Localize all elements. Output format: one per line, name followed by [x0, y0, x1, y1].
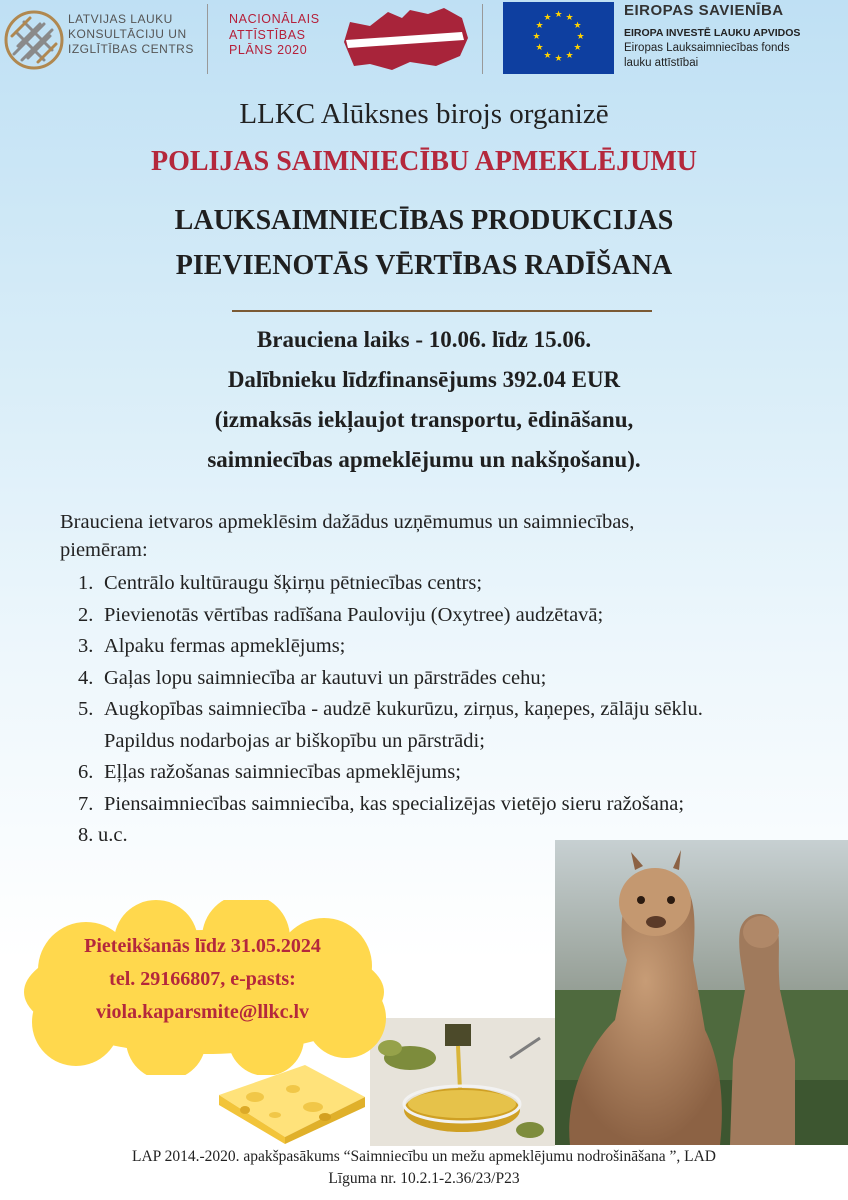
signup-info [40, 930, 365, 1029]
svg-text:★: ★ [535, 21, 544, 31]
latvia-map-icon [340, 4, 470, 74]
svg-text:★: ★ [543, 51, 552, 61]
signup-email: viola.kaparsmite@llkc.lv [95, 1001, 310, 1023]
svg-text:★: ★ [565, 13, 574, 23]
svg-text:★: ★ [554, 10, 563, 20]
list-item: 7. Piensaimniecības saimniecība, kas specializējas vietējo sieru ražošana; [78, 792, 685, 815]
llkc-name: LATVIJAS LAUKU KONSULTĀCIJU UN IZGLĪTĪBAS CENTRS [68, 12, 194, 56]
list-item: 6. Eļļas ražošanas saimniecības apmeklējums; [78, 761, 461, 783]
trip-dates: Brauciena laiks - 10.06. līdz 15.06. [256, 327, 592, 352]
svg-text:★: ★ [532, 32, 541, 42]
header-bar [0, 0, 848, 82]
svg-text:★: ★ [573, 21, 582, 31]
eu-subtitle: EIROPA INVESTĒ LAUKU APVIDOS Eiropas Lauksaimniecības fonds lauku attīstībai [624, 27, 801, 69]
footer-program: LAP 2014.-2020. apakšpasākums “Saimniecību un mežu apmeklējumu nodrošināšana ”, LAD [132, 1148, 716, 1165]
llkc-logo-icon [4, 10, 64, 70]
list-item: 3. Alpaku fermas apmeklējums; [78, 635, 346, 657]
list-item: 4. Gaļas lopu saimniecība ar kautuvi un pārstrādes cehu; [78, 666, 547, 689]
event-title: POLIJAS SAIMNIECĪBU APMEKLĒJUMU [150, 146, 698, 177]
header-divider [207, 4, 208, 74]
organizer-line: LLKC Alūksnes birojs organizē [239, 98, 609, 130]
svg-text:★: ★ [554, 54, 563, 64]
svg-text:★: ★ [543, 13, 552, 23]
svg-text:★: ★ [565, 51, 574, 61]
list-item: 1. Centrālo kultūraugu šķirņu pētniecības centrs; [78, 572, 483, 594]
event-subtitle: LAUKSAIMNIECĪBAS PRODUKCIJAS PIEVIENOTĀS VĒRTĪBAS RADĪŠANA [174, 205, 674, 281]
footer [0, 1146, 848, 1190]
list-item: 2. Pievienotās vērtības radīšana Pauloviju (Oxytree) audzētavā; [78, 603, 604, 626]
alpaca-photo [555, 840, 848, 1145]
eu-title: EIROPAS SAVIENĪBA [624, 2, 784, 19]
eu-flag-icon [503, 2, 614, 74]
signup-phone: tel. 29166807, e-pasts: [109, 968, 296, 990]
trip-info [0, 320, 848, 480]
svg-text:★: ★ [576, 32, 585, 42]
trip-cost-note: (izmaksās iekļaujot transportu, ēdināšanu, [214, 407, 634, 432]
title-divider [232, 310, 652, 312]
footer-contract: Līguma nr. 10.2.1-2.36/23/P23 [328, 1170, 520, 1187]
svg-text:★: ★ [573, 43, 582, 53]
svg-text:★: ★ [535, 43, 544, 53]
intro-text: Brauciena ietvaros apmeklēsim dažādus uzņēmumus un saimniecības, piemēram: [60, 511, 635, 561]
signup-deadline: Pieteikšanās līdz 31.05.2024 [84, 935, 321, 957]
list-item: 5. Augkopības saimniecība - audzē kukurūzu, zirņus, kaņepes, zālāju sēklu. Papildus nodarbojas ar biškopību un pārstrādi; [78, 698, 703, 752]
trip-cost: Dalībnieku līdzfinansējums 392.04 EUR [227, 367, 621, 392]
nap-name: NACIONĀLAIS ATTĪSTĪBAS PLĀNS 2020 [229, 12, 320, 57]
visit-list [78, 568, 778, 852]
list-item: 8. u.c. [78, 824, 128, 846]
header-divider [482, 4, 483, 74]
trip-cost-note: saimniecības apmeklējumu un nakšņošanu). [207, 447, 641, 472]
